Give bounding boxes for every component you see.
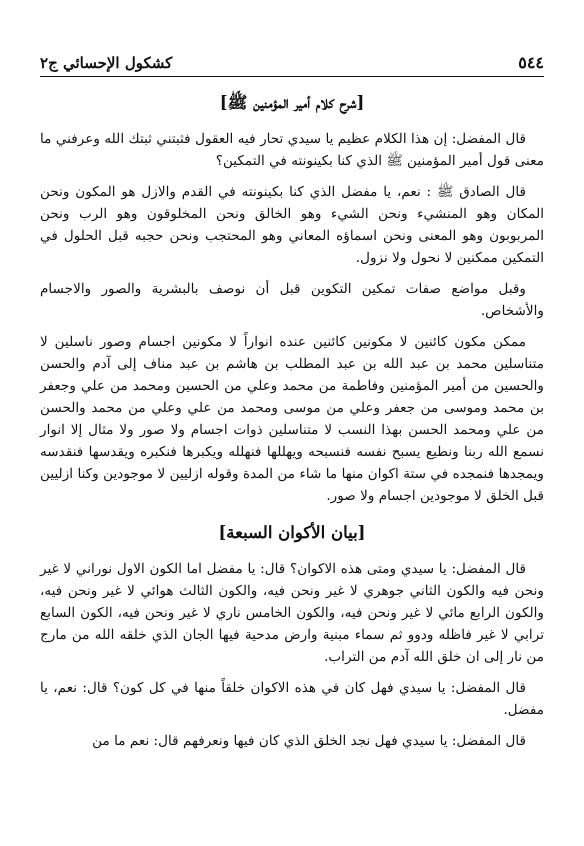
- running-header: [40, 48, 544, 77]
- running-title: كشكول الإحسائي ج٢: [40, 54, 173, 72]
- paragraph: قال المفضل: إن هذا الكلام عظيم يا سيدي تحار فيه العقول فثبتني ثبتك الله وعرفني ما معنى قول أمير المؤمنين ﷺ الذي كنا بكينونته في التمكين؟: [40, 131, 544, 169]
- page-body: [40, 90, 544, 761]
- paragraph: وقبل مواضع صفات تمكين التكوين قبل أن نوصف بالبشرية والصور والاجسام والأشخاص.: [40, 281, 544, 319]
- paragraph: قال المفضل: يا سيدي فهل كان في هذه الاكوان خلقاً منها في كل كون؟ قال: نعم، يا مفضل.: [40, 680, 544, 718]
- paragraph: ممكن مكون كائنين لا مكونين كائنين عنده انواراً لا مكونين اجسام وصور ناسلين لا متناسلين محمد بن عبد الله بن عبد المطلب بن هاشم بن عبد مناف إلى آدم والحسن والحسين من أمير المؤمنين وفاطمة من محمد وعلي من الحسين ومحمد من علي وجعفر بن محمد وموسى من جعفر وعلي من موسى ومحمد من علي وعلي من محمد والحسن من علي ومحمد الحسن بهذا النسب لا متناسلين ذوات اجسام ولا صور ولا مثال إلا انوار نسمع الله ربنا ونطيع يسبح نفسه فنسبحه ويهللها فنهلله ويكبرها فنكبره ويقدسها فنقدسه ويمجدها فنمجده في ستة اكوان منها ما شاء من المدة وقوله ازليين لا موجودين وكنا ازليين قبل الخلق لا موجودين اجسام ولا صور.: [40, 334, 544, 504]
- paragraph: قال المفضل: يا سيدي ومتى هذه الاكوان؟ قال: يا مفضل اما الكون الاول نوراني لا غير ونحن فيه والكون الثاني جوهري لا غير ونحن فيه، والكون الثالث هوائي لا غير ونحن فيه، والكون الرابع مائي لا غير ونحن فيه، والكون الخامس ناري لا غير ونحن فيه، الكون السابع ترابي لا غير فاظله ودوو ثم سماء مبنية وارض مدحية فيها الجان الذي خلقه الله من مارج من نار إلى ان خلق الله آدم من التراب.: [40, 561, 544, 665]
- section-heading: [شرح كلام أمير المؤمنين ﷺ]: [219, 93, 365, 112]
- section-heading: [بيان الأكوان السبعة]: [218, 523, 366, 542]
- paragraph: قال المفضل: يا سيدي فهل نجد الخلق الذي كان فيها ونعرفهم قال: نعم ما من: [92, 733, 526, 749]
- paragraph: قال الصادق ﷺ : نعم، يا مفضل الذي كنا بكينونته في القدم والازل هو المكون ونحن المكان وهو المنشيء ونحن الشيء وهو الخالق ونحن المخلوقون وهو الرب ونحن المربوبون وهو المعنى ونحن اسماؤه المعاني وهو المحتجب ونحن حجبه قبل الحلول في التمكين ممكنين لا نحول ولا نزول.: [40, 184, 544, 266]
- page-number: ٥٤٤: [518, 53, 544, 72]
